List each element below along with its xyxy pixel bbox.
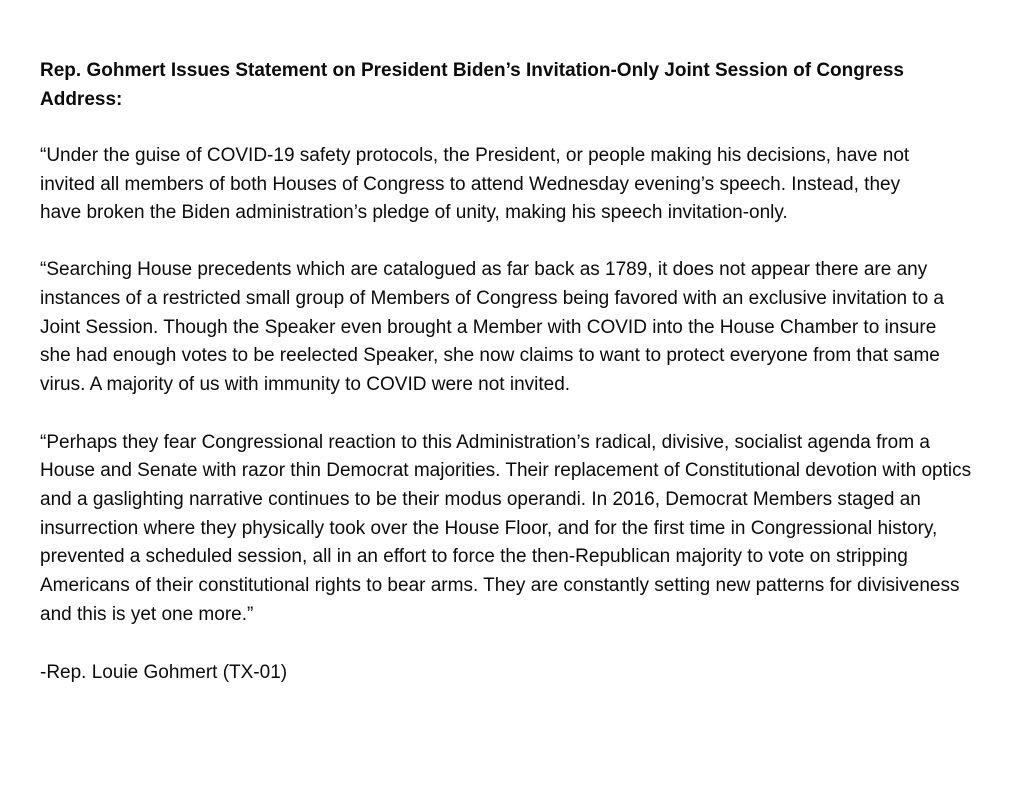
statement-paragraph-3: “Perhaps they fear Congressional reaction to this Administration’s radical, divisive, socialist agenda from a House and Senate with razor thin Democrat majorities. Their replacement of Constitutional devotion with optics and a gaslighting narrative continues to be their modus operandi. In 2016, Democrat Members staged an insurrection where they physically took over the House Floor, and for the first time in Congressional history, prevented a scheduled session, all in an effort to force the then-Republican majority to vote on stripping Americans of their constitutional rights to bear arms. They are constantly setting new patterns for divisiveness and this is yet one more.”	[40, 431, 972, 625]
statement-paragraph-1: “Under the guise of COVID-19 safety protocols, the President, or people making his decisions, have not invited all members of both Houses of Congress to attend Wednesday evening’s speech. Instead, they have broken the Biden administration’s pledge of unity, making his speech invitation-only.	[40, 145, 910, 224]
statement-signature: -Rep. Louie Gohmert (TX-01)	[40, 661, 288, 683]
statement-paragraph-2: “Searching House precedents which are catalogued as far back as 1789, it does not appear there are any instances of a restricted small group of Members of Congress being favored with an exclusive invitation to a Joint Session. Though the Speaker even brought a Member with COVID into the House Chamber to insure she had enough votes to be reelected Speaker, she now claims to want to protect everyone from that same virus. A majority of us with immunity to COVID were not invited.	[40, 259, 945, 395]
statement-title: Rep. Gohmert Issues Statement on President Biden’s Invitation-Only Joint Session of Congress Address:	[40, 60, 904, 110]
